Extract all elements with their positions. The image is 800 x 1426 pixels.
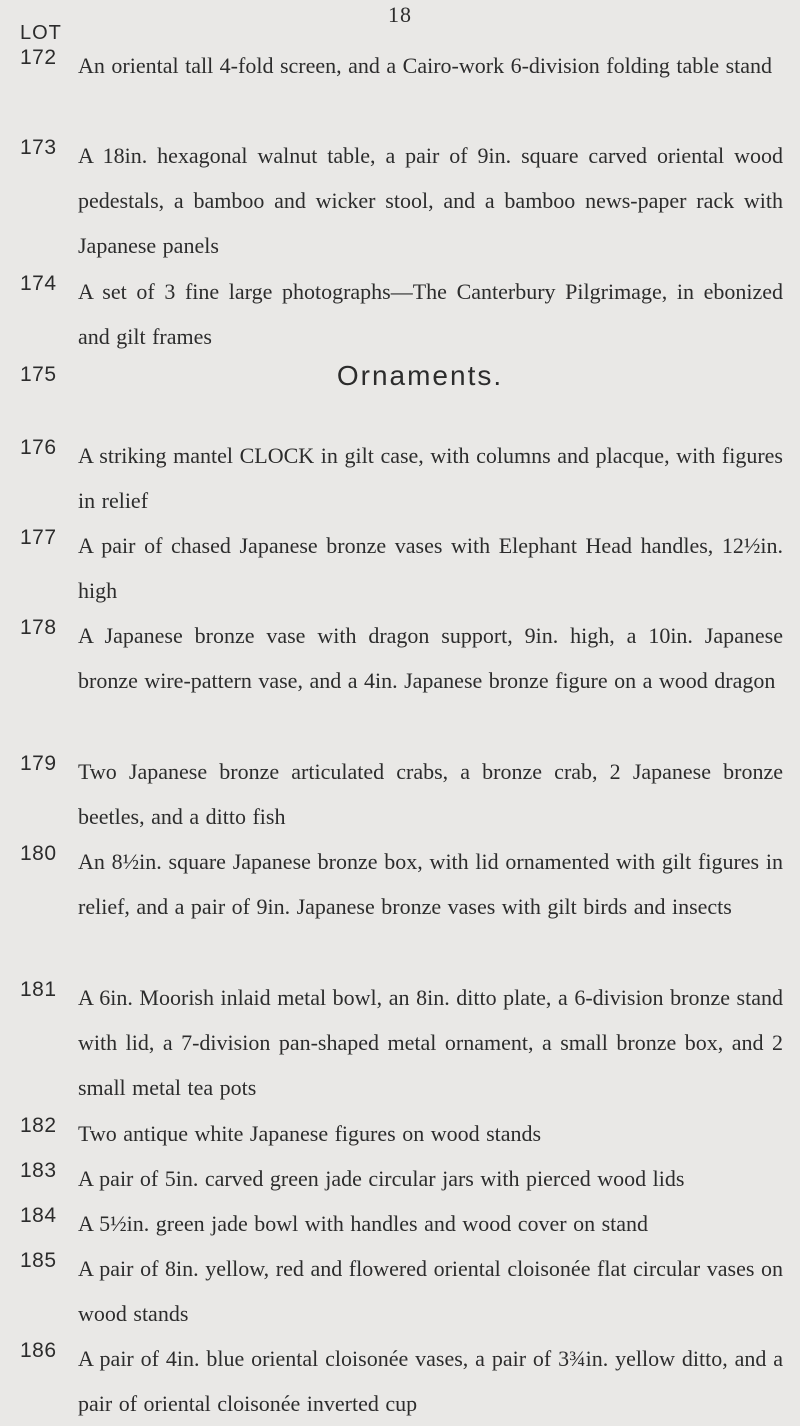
lot-number: 176 [20, 436, 57, 459]
lot-number: 183 [20, 1159, 57, 1182]
lot-number: 182 [20, 1114, 57, 1137]
lot-number: 180 [20, 842, 57, 865]
lot-number: 181 [20, 978, 57, 1001]
lot-description: A Japanese bronze vase with dragon support, 9in. high, a 10in. Japanese bronze wire-pattern vase, and a 4in. Japanese bronze figure on a wood dragon [78, 623, 783, 693]
lot-description: An oriental tall 4-fold screen, and a Cairo-work 6-division folding table stand [78, 53, 773, 78]
lot-description: A 6in. Moorish inlaid metal bowl, an 8in. ditto plate, a 6-division bronze stand with lid, a 7-division pan-shaped metal ornament, a small bronze box, and 2 small metal tea pots [78, 985, 783, 1100]
lot-number: 179 [20, 752, 57, 775]
lot-number: 173 [20, 136, 57, 159]
lot-number: 178 [20, 616, 57, 639]
lot-description: A striking mantel CLOCK in gilt case, with columns and placque, with figures in relief [78, 443, 783, 513]
lot-description: A pair of chased Japanese bronze vases with Elephant Head handles, 12½in. high [78, 533, 783, 603]
section-heading: Ornaments. [336, 360, 504, 391]
lot-number: 184 [20, 1204, 57, 1227]
lot-description: An 8½in. square Japanese bronze box, with lid ornamented with gilt figures in relief, and a pair of 9in. Japanese bronze vases with gilt birds and insects [78, 849, 783, 919]
lot-description: Two antique white Japanese figures on wood stands [78, 1121, 542, 1146]
lot-column-header: LOT [20, 22, 62, 44]
lot-number: 186 [20, 1339, 57, 1362]
lot-number: 175 [20, 363, 57, 386]
lot-description: A pair of 8in. yellow, red and flowered oriental cloisonée flat circular vases on wood stands [78, 1256, 783, 1326]
page-number: 18 [388, 2, 412, 27]
lot-description: A 18in. hexagonal walnut table, a pair of 9in. square carved oriental wood pedestals, a bamboo and wicker stool, and a bamboo news-paper rack with Japanese panels [78, 143, 783, 258]
lot-number: 174 [20, 272, 57, 295]
lot-description: A 5½in. green jade bowl with handles and wood cover on stand [78, 1211, 649, 1236]
lot-number: 177 [20, 526, 57, 549]
lot-description: A set of 3 fine large photographs—The Canterbury Pilgrimage, in ebonized and gilt frames [78, 279, 783, 349]
lot-description: A pair of 4in. blue oriental cloisonée vases, a pair of 3¾in. yellow ditto, and a pair of oriental cloisonée inverted cup [78, 1346, 783, 1416]
lot-number: 172 [20, 46, 57, 69]
lot-description: Two Japanese bronze articulated crabs, a bronze crab, 2 Japanese bronze beetles, and a ditto fish [78, 759, 783, 829]
lot-number: 185 [20, 1249, 57, 1272]
lot-description: A pair of 5in. carved green jade circular jars with pierced wood lids [78, 1166, 685, 1191]
